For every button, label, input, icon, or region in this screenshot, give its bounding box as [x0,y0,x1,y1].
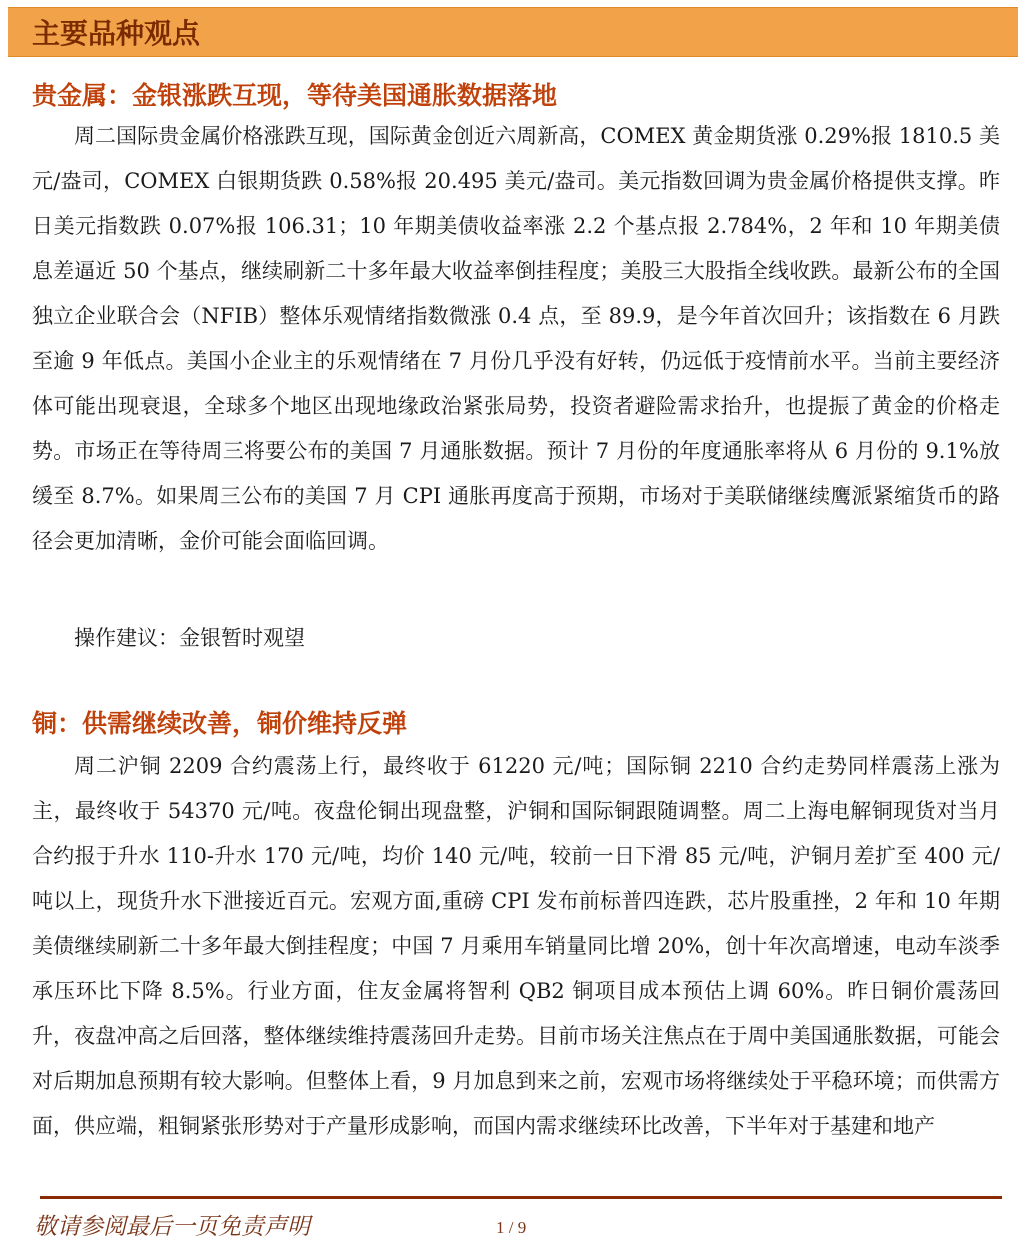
footer-disclaimer: 敬请参阅最后一页免责声明 [34,1214,310,1240]
section-body-precious-metals: 周二国际贵金属价格涨跌互现，国际黄金创近六周新高，COMEX 黄金期货涨 0.29%报 1810.5 美元/盎司，COMEX 白银期货跌 0.58%报 20.495 美元/盎司。美元指数回调为贵金属价格提供支撑。昨日美元指数跌 0.07%报 106.31；10 年期美债收益率涨 2.2 个基点报 2.784%，2 年和 10 年期美债息差逼近 50 个基点，继续刷新二十多年最大收益率倒挂程度；美股三大股指全线收跌。最新公布的全国独立企业联合会（NFIB）整体乐观情绪指数微涨 0.4 点，至 89.9，是今年首次回升；该指数在 6 月跌至逾 9 年低点。美国小企业主的乐观情绪在 7 月份几乎没有好转，仍远低于疫情前水平。当前主要经济体可能出现衰退，全球多个地区出现地缘政治紧张局势，投资者避险需求抬升，也提振了黄金的价格走势。市场正在等待周三将要公布的美国 7 月通胀数据。预计 7 月份的年度通胀率将从 6 月份的 9.1%放缓至 8.7%。如果周三公布的美国 7 月 CPI 通胀再度高于预期，市场对于美联储继续鹰派紧缩货币的路径会更加清晰，金价可能会面临回调。 [32,124,1000,553]
section-body-copper: 周二沪铜 2209 合约震荡上行，最终收于 61220 元/吨；国际铜 2210 合约走势同样震荡上涨为主，最终收于 54370 元/吨。夜盘伦铜出现盘整，沪铜和国际铜跟随调整。周二上海电解铜现货对当月合约报于升水 110-升水 170 元/吨，均价 140 元/吨，较前一日下滑 85 元/吨，沪铜月差扩至 400 元/吨以上，现货升水下泄接近百元。宏观方面,重磅 CPI 发布前标普四连跌，芯片股重挫，2 年和 10 年期美债继续刷新二十多年最大倒挂程度；中国 7 月乘用车销量同比增 20%，创十年次高增速，电动车淡季承压环比下降 8.5%。行业方面，住友金属将智利 QB2 铜项目成本预估上调 60%。昨日铜价震荡回升，夜盘冲高之后回落，整体继续维持震荡回升走势。目前市场关注焦点在于周中美国通胀数据，可能会对后期加息预期有较大影响。但整体上看，9 月加息到来之前，宏观市场将继续处于平稳环境；而供需方面，供应端，粗铜紧张形势对于产量形成影响，而国内需求继续环比改善，下半年对于基建和地产 [32,754,1000,1138]
page-title: 主要品种观点 [32,17,201,50]
operation-advice: 操作建议：金银暂时观望 [74,626,305,650]
footer-divider [40,1196,1002,1199]
header-bar [8,7,1018,57]
section-title-precious-metals: 贵金属：金银涨跌互现，等待美国通胀数据落地 [32,81,558,110]
page-number: 1 / 9 [496,1218,527,1237]
section-title-copper: 铜：供需继续改善，铜价维持反弹 [32,709,408,738]
